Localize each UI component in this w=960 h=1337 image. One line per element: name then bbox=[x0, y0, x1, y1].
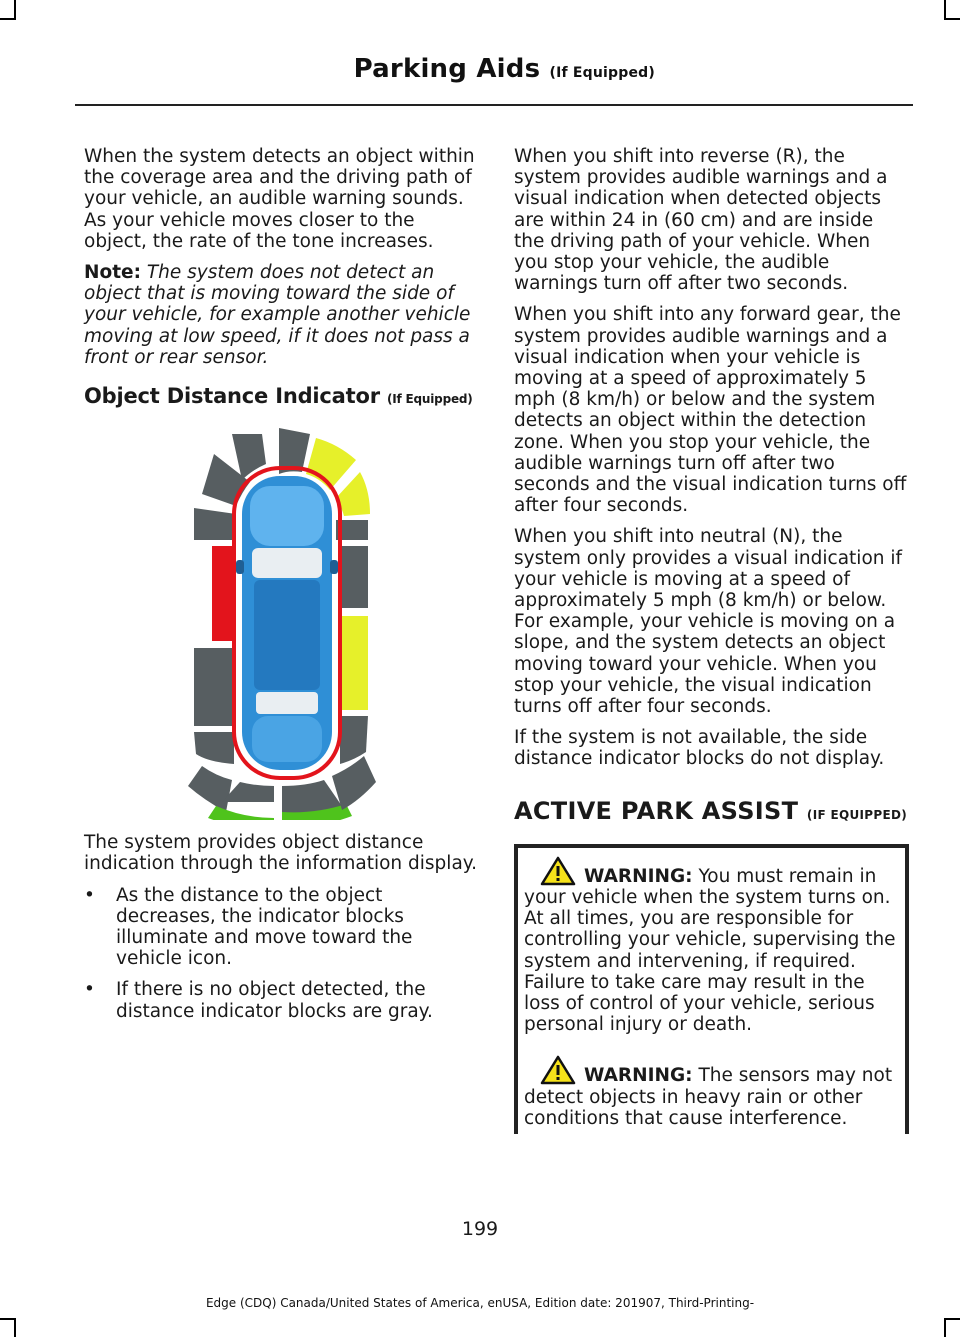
list-item bbox=[84, 885, 479, 970]
page-header bbox=[354, 54, 655, 84]
right-column bbox=[514, 146, 909, 1134]
header-rule bbox=[75, 104, 913, 106]
distance-indicator-graphic bbox=[84, 420, 479, 820]
intro-paragraph: When the system detects an object within the coverage area and the driving path of your vehicle, an audible warning sounds. As your vehicle moves closer to the object, the rate of the tone increases. bbox=[84, 146, 475, 252]
indicator-block bbox=[340, 616, 368, 710]
bullet-text: If there is no object detected, the distance indicator blocks are gray. bbox=[116, 979, 433, 1022]
indicator-block bbox=[194, 648, 234, 726]
vehicle-mirror bbox=[236, 560, 244, 574]
section-heading bbox=[84, 386, 479, 410]
neutral-paragraph: When you shift into neutral (N), the system only provides a visual indication if your vehicle is moving at a speed of approximately 5 mph (8 km/h) or below. For example, your vehicle is moving on a slope, and the system detects an object moving toward your vehicle. When you stop your vehicle, the visual indication turns off after four seconds. bbox=[514, 526, 903, 718]
header-title-suffix: (If Equipped) bbox=[549, 65, 655, 81]
header-title: Parking Aids bbox=[353, 54, 541, 84]
warning-paragraph bbox=[524, 1055, 899, 1129]
warning-text: The sensors may not detect objects in heavy rain or other conditions that cause interference. bbox=[524, 1065, 893, 1129]
heading-suffix: (IF EQUIPPED) bbox=[806, 807, 907, 822]
warning-box bbox=[514, 844, 909, 1134]
page-number: 199 bbox=[461, 1218, 499, 1240]
list-item bbox=[84, 979, 479, 1021]
bullet-text: As the distance to the object decreases, the indicator blocks illuminate and move toward the vehicle icon. bbox=[116, 884, 413, 970]
crop-mark bbox=[944, 1318, 946, 1337]
crop-mark bbox=[14, 0, 16, 20]
crop-mark bbox=[14, 1318, 16, 1337]
warning-paragraph bbox=[524, 856, 899, 1036]
warning-triangle-icon bbox=[540, 856, 576, 886]
crop-mark bbox=[0, 18, 16, 20]
vehicle-mirror bbox=[330, 560, 338, 574]
vehicle-trunk bbox=[252, 716, 322, 762]
bullet-symbol: • bbox=[84, 979, 95, 1001]
crop-mark bbox=[944, 18, 960, 20]
section-title: Object Distance Indicator bbox=[84, 384, 380, 409]
bullet-symbol: • bbox=[84, 884, 95, 906]
warning-label: WARNING: bbox=[584, 865, 693, 887]
indicator-block bbox=[194, 732, 234, 764]
vehicle-hood bbox=[250, 486, 324, 546]
vehicle-roof bbox=[254, 580, 320, 690]
bullet-list bbox=[84, 885, 479, 1022]
indicator-block bbox=[188, 766, 232, 812]
object-distance-indicator-illustration bbox=[84, 420, 479, 820]
indicator-block bbox=[340, 546, 368, 608]
left-column bbox=[84, 146, 479, 1032]
note-text: The system does not detect an object that is moving toward the side of your vehicle, for example another vehicle moving at low speed, if it does not pass a front or rear sensor. bbox=[84, 262, 471, 368]
warning-text: You must remain in your vehicle when the system turns on. At all times, you are responsible for controlling your vehicle, supervising the system and intervening, if required. Failure to take care may result in the loss of control of your vehicle, serious personal injury or death. bbox=[524, 865, 896, 1036]
warning-label: WARNING: bbox=[584, 1065, 693, 1087]
unavailable-paragraph: If the system is not available, the side distance indicator blocks do not display. bbox=[514, 727, 885, 770]
crop-mark bbox=[0, 1318, 16, 1320]
indicator-block bbox=[208, 806, 274, 820]
note-label: Note: bbox=[84, 262, 141, 284]
footer-edition: Edge (CDQ) Canada/United States of America, enUSA, Edition date: 201907, Third-Printing- bbox=[205, 1296, 755, 1310]
indicator-block bbox=[194, 508, 236, 540]
forward-gear-paragraph: When you shift into any forward gear, the system provides audible warnings and a visual indication when your vehicle is moving at a speed of approximately 5 mph (8 km/h) or below and the system detects an object within the detection zone. When you stop your vehicle, the audible warnings turn off after two seconds and the visual indication turns off after four seconds. bbox=[514, 304, 907, 517]
crop-mark bbox=[944, 0, 946, 20]
display-paragraph: The system provides object distance indication through the information display. bbox=[84, 832, 477, 875]
heading-title: ACTIVE PARK ASSIST bbox=[514, 796, 799, 825]
vehicle-rear-window bbox=[256, 692, 318, 714]
reverse-paragraph: When you shift into reverse (R), the system provides audible warnings and a visual indication when detected objects are within 24 in (60 cm) and are inside the driving path of your vehicle. When you stop your vehicle, the audible warnings turn off after two seconds. bbox=[514, 146, 888, 295]
warning-triangle-icon bbox=[540, 1055, 576, 1085]
section-title-suffix: (If Equipped) bbox=[386, 392, 473, 407]
active-park-assist-heading bbox=[514, 796, 909, 830]
note-paragraph bbox=[84, 262, 479, 368]
vehicle-windshield bbox=[252, 548, 322, 578]
indicator-block bbox=[212, 546, 234, 641]
crop-mark bbox=[944, 1318, 960, 1320]
